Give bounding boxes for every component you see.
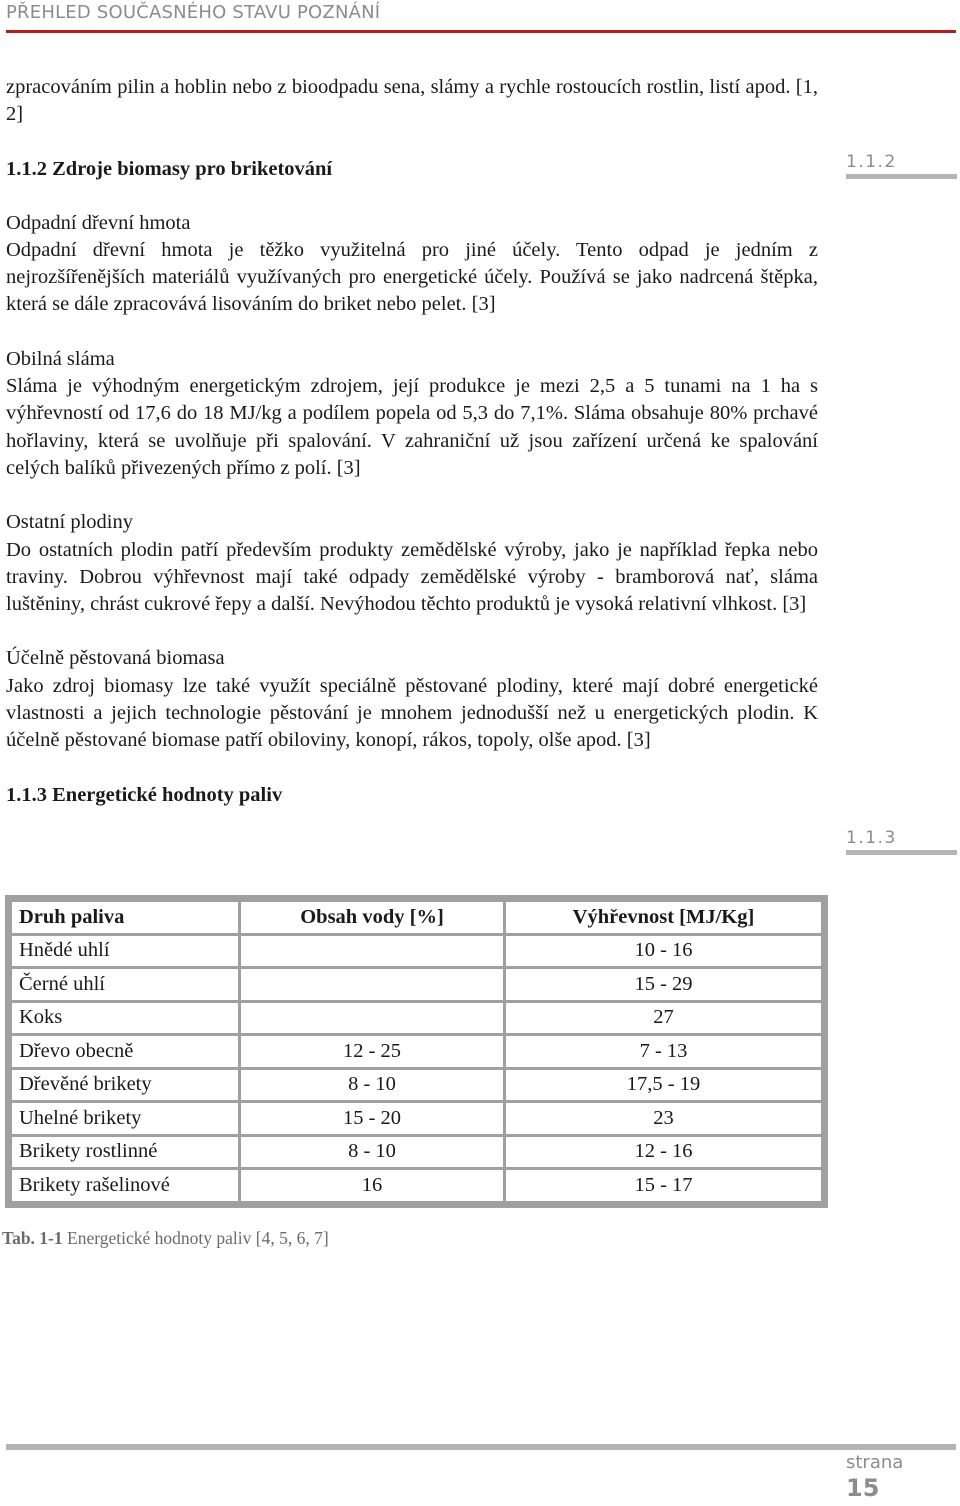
table-cell: 15 - 29: [506, 969, 821, 1000]
table-cell: 12 - 16: [506, 1137, 821, 1168]
caption-label: Tab. 1-1: [2, 1228, 63, 1248]
page-label: strana: [846, 1452, 904, 1473]
table-row: [12, 1137, 821, 1168]
table-cell: 8 - 10: [241, 1070, 503, 1101]
page-number: 15: [846, 1474, 880, 1502]
table-row: [12, 1070, 821, 1101]
table-cell: 10 - 16: [506, 936, 821, 967]
block-paragraph: Odpadní dřevní hmota je těžko využitelná pro jiné účely. Tento odpad je jedním z nejrozšířenějších materiálů využívaných pro energetické účely. Používá se jako nadrcená štěpka, která se dále zpracovává lisováním do briket nebo pelet. [3]: [6, 238, 818, 316]
margin-section-marker-1-1-3: [846, 828, 957, 855]
margin-number: 1.1.3: [846, 828, 897, 848]
table-row: [12, 1170, 821, 1201]
table-cell: 15 - 17: [506, 1170, 821, 1201]
table-cell: 7 - 13: [506, 1036, 821, 1067]
margin-bar: [846, 174, 957, 179]
block-title: Odpadní dřevní hmota: [6, 211, 191, 234]
margin-section-marker-1-1-2: [846, 152, 957, 179]
table-cell: Koks: [12, 1003, 238, 1034]
block-paragraph: Jako zdroj biomasy lze také využít speciálně pěstované plodiny, které mají dobré energetické vlastnosti a jejich technologie pěstování je mnohem jednodušší než u energetických plodin. K účelně pěstované biomase patří obiloviny, konopí, rákos, topoly, olše apod. [3]: [6, 674, 818, 752]
footer-rule: [6, 1444, 956, 1450]
table-cell: [241, 969, 503, 1000]
table-cell: Hnědé uhlí: [12, 936, 238, 967]
table-cell: 27: [506, 1003, 821, 1034]
section-heading-1-1-3: 1.1.3 Energetické hodnoty paliv: [6, 783, 283, 806]
margin-number: 1.1.2: [846, 152, 897, 172]
table-cell: Černé uhlí: [12, 969, 238, 1000]
block-paragraph: Sláma je výhodným energetickým zdrojem, její produkce je mezi 2,5 a 5 tunami na 1 ha s výhřevností od 17,6 do 18 MJ/kg a podílem popela od 5,3 do 7,1%. Sláma obsahuje 80% prchavé hořlaviny, která se uvolňuje při spalování. V zahraniční už jsou zařízení určená ke spalování celých balíků přivezených přímo z polí. [3]: [6, 375, 818, 479]
table-cell: 8 - 10: [241, 1137, 503, 1168]
table-header-cell: Obsah vody [%]: [241, 902, 503, 933]
block-paragraph: Do ostatních plodin patří především produkty zemědělské výroby, jako je například řepka nebo traviny. Dobrou výhřevnost mají také odpady zemědělské výroby - bramborová nať, sláma luštěniny, chrást cukrové řepy a další. Nevýhodou těchto produktů je vysoká relativní vlhkost. [3]: [6, 538, 818, 616]
table-cell: Uhelné brikety: [12, 1103, 238, 1134]
table-header-cell: Výhřevnost [MJ/Kg]: [506, 902, 821, 933]
table-cell: Dřevo obecně: [12, 1036, 238, 1067]
table-cell: 12 - 25: [241, 1036, 503, 1067]
table-cell: Dřevěné brikety: [12, 1070, 238, 1101]
table-caption: [2, 1228, 329, 1249]
document-body: [6, 74, 818, 809]
block-title: Účelně pěstovaná biomasa: [6, 647, 225, 670]
caption-text: Energetické hodnoty paliv [4, 5, 6, 7]: [62, 1228, 329, 1248]
table-row: [12, 936, 821, 967]
margin-bar: [846, 850, 957, 855]
table-cell: 15 - 20: [241, 1103, 503, 1134]
table-header-row: [12, 902, 821, 933]
table-cell: [241, 1003, 503, 1034]
intro-paragraph: zpracováním pilin a hoblin nebo z bioodpadu sena, slámy a rychle rostoucích rostlin, listí apod. [1, 2]: [6, 76, 818, 126]
table-cell: 17,5 - 19: [506, 1070, 821, 1101]
block-title: Ostatní plodiny: [6, 511, 133, 534]
table-row: [12, 1103, 821, 1134]
table-cell: 23: [506, 1103, 821, 1134]
block-title: Obilná sláma: [6, 347, 115, 370]
table-cell: [241, 936, 503, 967]
table-cell: Brikety rostlinné: [12, 1137, 238, 1168]
table-row: [12, 1036, 821, 1067]
table-cell: Brikety rašelinové: [12, 1170, 238, 1201]
fuel-energy-table: [5, 895, 828, 1208]
table-row: [12, 969, 821, 1000]
section-heading-1-1-2: 1.1.2 Zdroje biomasy pro briketování: [6, 157, 333, 180]
table-header-cell: Druh paliva: [12, 902, 238, 933]
table-cell: 16: [241, 1170, 503, 1201]
table-row: [12, 1003, 821, 1034]
running-header: PŘEHLED SOUČASNÉHO STAVU POZNÁNÍ: [6, 2, 381, 23]
header-rule: [6, 30, 956, 33]
